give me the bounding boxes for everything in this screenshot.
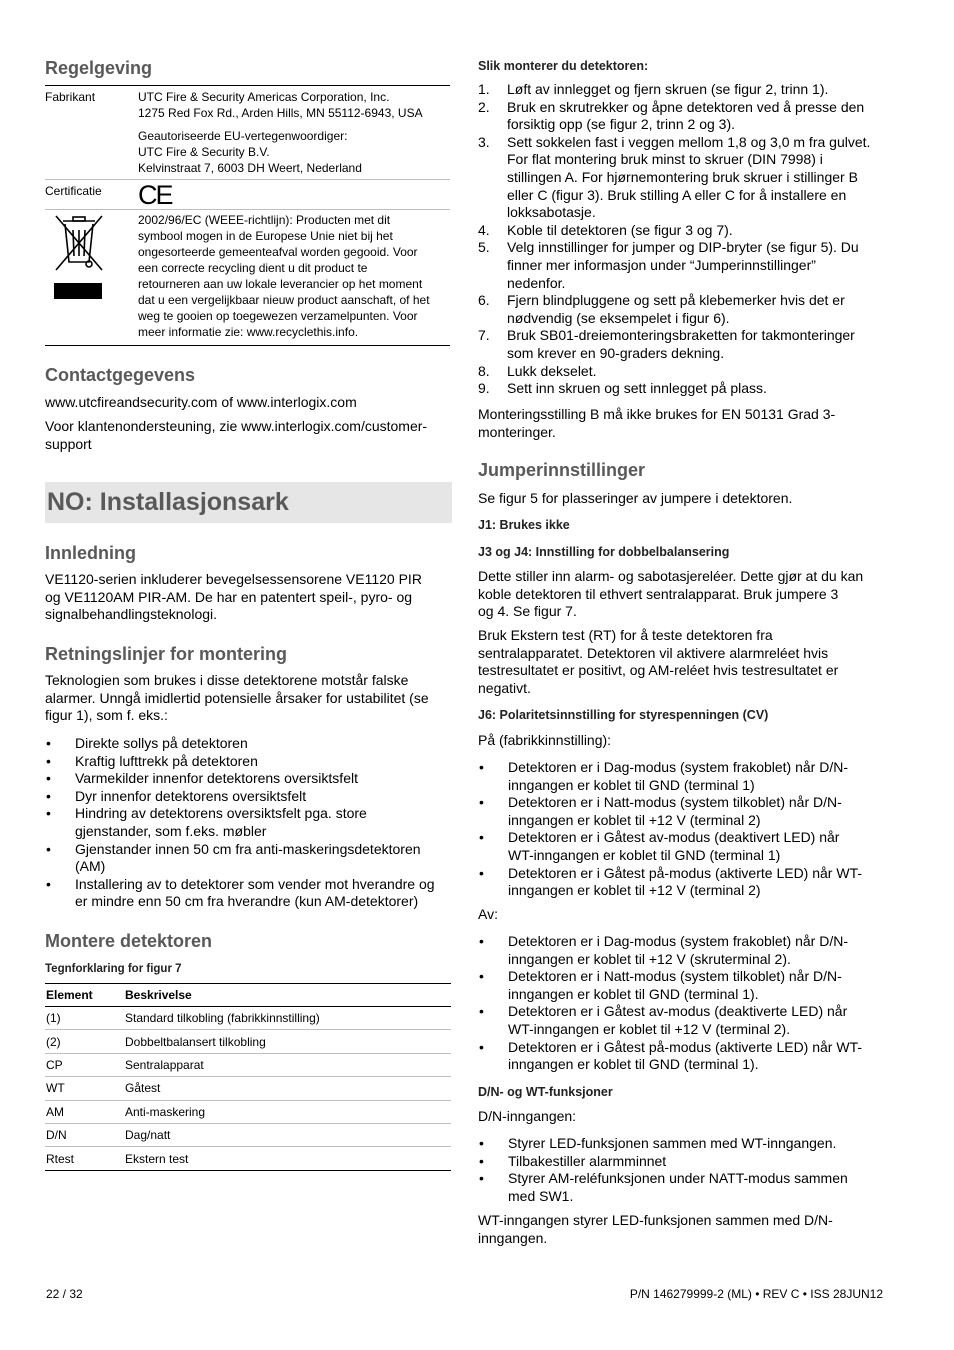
step-number: 3. (478, 133, 490, 150)
text-line: 1275 Red Fox Rd., Arden Hills, MN 55112-6943, USA (138, 106, 423, 120)
text-line: inngangen er koblet til GND (terminal 1) (508, 776, 755, 793)
text-line: WT-inngangen styrer LED-funksjonen sammen med D/N- (478, 1212, 833, 1228)
text-line: sentralapparatet. Detektoren vil aktivere alarmreléet hvis (478, 644, 829, 661)
cell-element: Rtest (45, 1147, 124, 1170)
list-item (478, 794, 888, 829)
cell-beskrivelse: Anti-maskering (124, 1100, 451, 1123)
list-item (478, 380, 888, 398)
text-line: UTC Fire & Security B.V. (138, 145, 270, 159)
text-line: WT-inngangen er koblet til +12 V (terminal 2). (508, 1020, 791, 1037)
divider (45, 345, 450, 346)
text-line: • Detektoren er i Gåtest av-modus (deaktivert LED) når (508, 829, 840, 846)
text-line: • Detektoren er i Gåtest på-modus (aktiverte LED) når WT- (508, 864, 863, 881)
text-line: support (45, 435, 92, 452)
montering-note (478, 406, 835, 441)
text-line: Sett inn skruen og sett innlegget på plass. (507, 380, 767, 397)
text-line: gjenstander, som f.eks. møbler (75, 822, 267, 839)
step-number: 6. (478, 292, 490, 309)
j3j4-paragraph-2 (478, 627, 838, 697)
heading-retningslinjer: Retningslinjer for montering (45, 644, 288, 664)
text-line: nødvendig (se eksempelet i figur 6). (507, 309, 730, 326)
heading-jumperinnstillinger: Jumperinnstillinger (478, 460, 646, 480)
list-item (45, 841, 450, 876)
text-line: • Kraftig lufttrekk på detektoren (75, 752, 258, 769)
heading-regelgeving: Regelgeving (45, 58, 153, 78)
text-line: ongesorteerde gemeenteafval worden gegooid. Voor (138, 245, 418, 259)
list-item (478, 1153, 888, 1171)
step-number: 9. (478, 380, 490, 397)
text-line: • Direkte sollys på detektoren (75, 735, 248, 751)
text-line: • Varmekilder innenfor detektorens oversiktsfelt (75, 770, 358, 787)
j6-heading: J6: Polaritetsinnstilling for styrespenningen (CV) (478, 708, 769, 722)
fabrikant-address (138, 89, 450, 121)
legend-title: Tegnforklaring for figur 7 (45, 963, 182, 975)
text-line: weg te gooien op toegewezen verzamelpunten. Voor (138, 309, 418, 323)
text-line: • Detektoren er i Gåtest av-modus (deaktiverte LED) når (508, 1003, 848, 1020)
text-line: • Detektoren er i Natt-modus (system tilkoblet) når D/N- (508, 794, 842, 811)
step-number: 2. (478, 98, 490, 115)
list-item (478, 134, 888, 222)
text-line: inngangen. (478, 1229, 548, 1246)
text-line: forsiktig opp (se figur 2, trinn 2 og 3). (507, 116, 735, 133)
wt-note (478, 1212, 833, 1247)
text-line: • Gjenstander innen 50 cm fra anti-maskeringsdetektoren (75, 840, 421, 857)
list-item (478, 1039, 888, 1074)
dn-wt-heading: D/N- og WT-funksjoner (478, 1085, 613, 1099)
text-line: og 4. Se figur 7. (478, 603, 577, 620)
text-line: Bruk SB01-dreiemonteringsbraketten for takmonteringer (507, 327, 855, 344)
text-line: • Detektoren er i Dag-modus (system frakoblet) når D/N- (508, 933, 848, 949)
eu-representative (138, 128, 450, 176)
j3j4-heading: J3 og J4: Innstilling for dobbelbalansering (478, 545, 730, 559)
text-line: Sett sokkelen fast i veggen mellom 1,8 og 3,0 m fra gulvet. (507, 133, 871, 150)
text-line: inngangen er koblet til GND (terminal 1). (508, 1056, 759, 1073)
text-line: Koble til detektoren (se figur 3 og 7). (507, 221, 733, 238)
text-line: symbool mogen in de Europese Unie niet bij het (138, 229, 393, 243)
text-line: lokksabotasje. (507, 204, 596, 221)
text-line: er mindre enn 50 cm fra hverandre (kun AM-detektorer) (75, 893, 419, 910)
text-line: monteringer. (478, 423, 556, 440)
text-line: inngangen er koblet til +12 V (skruterminal 2). (508, 950, 791, 967)
paa-label: På (fabrikkinnstilling): (478, 732, 612, 748)
list-item (478, 1003, 888, 1038)
text-line: negativt. (478, 679, 531, 696)
cell-element: CP (45, 1053, 124, 1076)
text-line: Kelvinstraat 7, 6003 DH Weert, Nederland (138, 161, 362, 175)
text-line: retourneren aan uw lokale leverancier op het moment (138, 277, 423, 291)
list-item (45, 805, 450, 840)
divider (45, 179, 450, 180)
table-row (45, 1123, 451, 1146)
list-item (478, 1170, 888, 1205)
fabrikant-label: Fabrikant (45, 90, 96, 104)
text-line: som krever en 90-graders dekning. (507, 344, 725, 361)
text-line: Fjern blindpluggene og sett på klebemerker hvis det er (507, 292, 845, 309)
cell-element: WT (45, 1077, 124, 1100)
list-item (478, 1135, 888, 1153)
text-line: Velg innstillinger for jumper og DIP-bryter (se figur 5). Du (507, 239, 859, 256)
list-item (478, 81, 888, 99)
ce-mark-icon: CE (138, 180, 172, 210)
text-line: WT-inngangen er koblet til GND (terminal 1) (508, 846, 781, 863)
list-item (45, 753, 450, 771)
list-item (478, 99, 888, 134)
text-line: VE1120-serien inkluderer bevegelsessensorene VE1120 PIR (45, 571, 422, 587)
text-line: nedenfor. (507, 274, 566, 291)
text-line: Geautoriseerde EU-vertegenwoordiger: (138, 129, 348, 143)
text-line: 2002/96/EC (WEEE-richtlijn): Producten met dit (138, 213, 391, 227)
banner-title: NO: Installasjonsark (47, 488, 289, 516)
cell-element: (2) (45, 1030, 124, 1053)
cell-beskrivelse: Gåtest (124, 1077, 451, 1100)
text-line: Løft av innlegget og fjern skruen (se figur 2, trinn 1). (507, 81, 829, 97)
text-line: Voor klantenondersteuning, zie www.interlogix.com/customer- (45, 418, 428, 434)
instability-causes-list (45, 735, 450, 911)
text-line: dat u een vergelijkbaar nieuw product aanschaft, of het (138, 293, 430, 307)
list-item (478, 222, 888, 240)
list-item (478, 829, 888, 864)
column-header-beskrivelse: Beskrivelse (124, 984, 451, 1007)
part-number: P/N 146279999-2 (ML) • REV C • ISS 28JUN12 (629, 1287, 883, 1301)
mounting-steps-title: Slik monterer du detektoren: (478, 59, 649, 73)
table-row (45, 1053, 451, 1076)
retningslinjer-intro (45, 672, 429, 725)
list-item (45, 876, 450, 911)
list-item (45, 735, 450, 753)
text-line: • Styrer LED-funksjonen sammen med WT-inngangen. (508, 1135, 837, 1151)
innledning-paragraph (45, 571, 422, 624)
text-line: • Dyr innenfor detektorens oversiktsfelt (75, 787, 307, 804)
text-line: • Styrer AM-reléfunksjonen under NATT-modus sammen (508, 1170, 848, 1187)
divider (45, 85, 450, 86)
cell-element: AM (45, 1100, 124, 1123)
text-line: inngangen er koblet til GND (terminal 1). (508, 985, 759, 1002)
list-item (478, 363, 888, 381)
weee-bin-icon (51, 212, 109, 300)
text-line: een correcte recycling dient u dit product te (138, 261, 368, 275)
heading-innledning: Innledning (45, 543, 136, 563)
text-line: UTC Fire & Security Americas Corporation, Inc. (138, 90, 390, 104)
contact-websites: www.utcfireandsecurity.com of www.interlogix.com (45, 394, 357, 410)
text-line: finner mer informasjon under “Jumperinnstillinger” (507, 256, 816, 273)
step-number: 7. (478, 327, 490, 344)
text-line: • Detektoren er i Gåtest på-modus (aktiverte LED) når WT- (508, 1038, 863, 1055)
contact-support (45, 418, 427, 453)
text-line: Lukk dekselet. (507, 362, 597, 379)
text-line: meer informatie zie: www.recyclethis.info. (138, 325, 359, 339)
list-item (478, 327, 888, 362)
list-item (478, 759, 888, 794)
cell-beskrivelse: Dobbeltbalansert tilkobling (124, 1030, 451, 1053)
step-number: 8. (478, 362, 490, 379)
text-line: • Installering av to detektorer som vender mot hverandre og (75, 875, 435, 892)
list-item (478, 968, 888, 1003)
text-line: Dette stiller inn alarm- og sabotasjereléer. Dette gjør at du kan (478, 568, 864, 584)
table-row (45, 1100, 451, 1123)
step-number: 5. (478, 239, 490, 256)
column-header-element: Element (45, 984, 124, 1007)
table-row (45, 1147, 451, 1170)
table-row (45, 1007, 451, 1030)
list-item (478, 292, 888, 327)
table-header-row (45, 984, 451, 1007)
text-line: • Tilbakestiller alarmminnet (508, 1152, 667, 1169)
text-line: alarmer. Unngå imidlertid potensielle årsaker for ustabilitet (se (45, 689, 429, 706)
j1-heading: J1: Brukes ikke (478, 518, 570, 532)
cell-element: (1) (45, 1007, 124, 1030)
heading-contactgegevens: Contactgegevens (45, 365, 196, 385)
av-label: Av: (478, 906, 498, 922)
step-number: 4. (478, 221, 490, 238)
step-number: 1. (478, 81, 490, 97)
text-line: inngangen er koblet til +12 V (terminal 2) (508, 811, 761, 828)
list-item (45, 770, 450, 788)
av-list (478, 933, 888, 1074)
table-row (45, 1030, 451, 1053)
divider (45, 209, 450, 210)
text-line: Monteringsstilling B må ikke brukes for EN 50131 Grad 3- (478, 406, 836, 422)
list-item (45, 788, 450, 806)
cell-beskrivelse: Dag/natt (124, 1123, 451, 1146)
text-line: testresultatet er positivt, og AM-reléet hvis testresultatet er (478, 662, 839, 679)
list-item (478, 865, 888, 900)
text-line: signalbehandlingsteknologi. (45, 606, 218, 623)
list-item (478, 239, 888, 292)
text-line: (AM) (75, 858, 106, 875)
text-line: og VE1120AM PIR-AM. De har en patentert speil-, pyro- og (45, 588, 413, 605)
certificatie-label: Certificatie (45, 184, 102, 198)
text-line: inngangen er koblet til +12 V (terminal 2) (508, 882, 761, 899)
cell-beskrivelse: Ekstern test (124, 1147, 451, 1170)
text-line: Teknologien som brukes i disse detektorene motstår falske (45, 672, 409, 688)
text-line: • Hindring av detektorens oversiktsfelt pga. store (75, 805, 367, 822)
legend-table (45, 983, 451, 1171)
list-item (478, 933, 888, 968)
cell-element: D/N (45, 1123, 124, 1146)
text-line: eller C (figur 3). Bruk stilling A eller C for å installere en (507, 186, 847, 203)
j3j4-paragraph-1 (478, 568, 863, 621)
text-line: Bruk en skrutrekker og åpne detektoren ved å presse den (507, 98, 865, 115)
text-line: • Detektoren er i Natt-modus (system tilkoblet) når D/N- (508, 968, 842, 985)
text-line: For flat montering bruk minst to skruer (DIN 7998) i (507, 151, 823, 168)
dn-list (478, 1135, 888, 1205)
page-number: 22 / 32 (46, 1287, 83, 1301)
cell-beskrivelse: Sentralapparat (124, 1053, 451, 1076)
text-line: med SW1. (508, 1187, 574, 1204)
heading-montere: Montere detektoren (45, 931, 213, 951)
text-line: Bruk Ekstern test (RT) for å teste detektoren fra (478, 627, 773, 643)
section-banner (45, 482, 452, 523)
text-line: koble detektoren til ethvert sentralapparat. Bruk jumpere 3 (478, 585, 839, 602)
weee-text (138, 212, 450, 340)
mounting-steps-list (478, 81, 888, 398)
table-row (45, 1077, 451, 1100)
text-line: • Detektoren er i Dag-modus (system frakoblet) når D/N- (508, 759, 848, 775)
paa-list (478, 759, 888, 900)
jumper-intro: Se figur 5 for plasseringer av jumpere i detektoren. (478, 490, 793, 506)
cell-beskrivelse: Standard tilkobling (fabrikkinnstilling) (124, 1007, 451, 1030)
text-line: figur 1), som f. eks.: (45, 707, 168, 724)
dn-intro: D/N-inngangen: (478, 1108, 577, 1124)
text-line: stillingen A. For hjørnemontering bruk skruer i stillinger B (507, 168, 858, 185)
